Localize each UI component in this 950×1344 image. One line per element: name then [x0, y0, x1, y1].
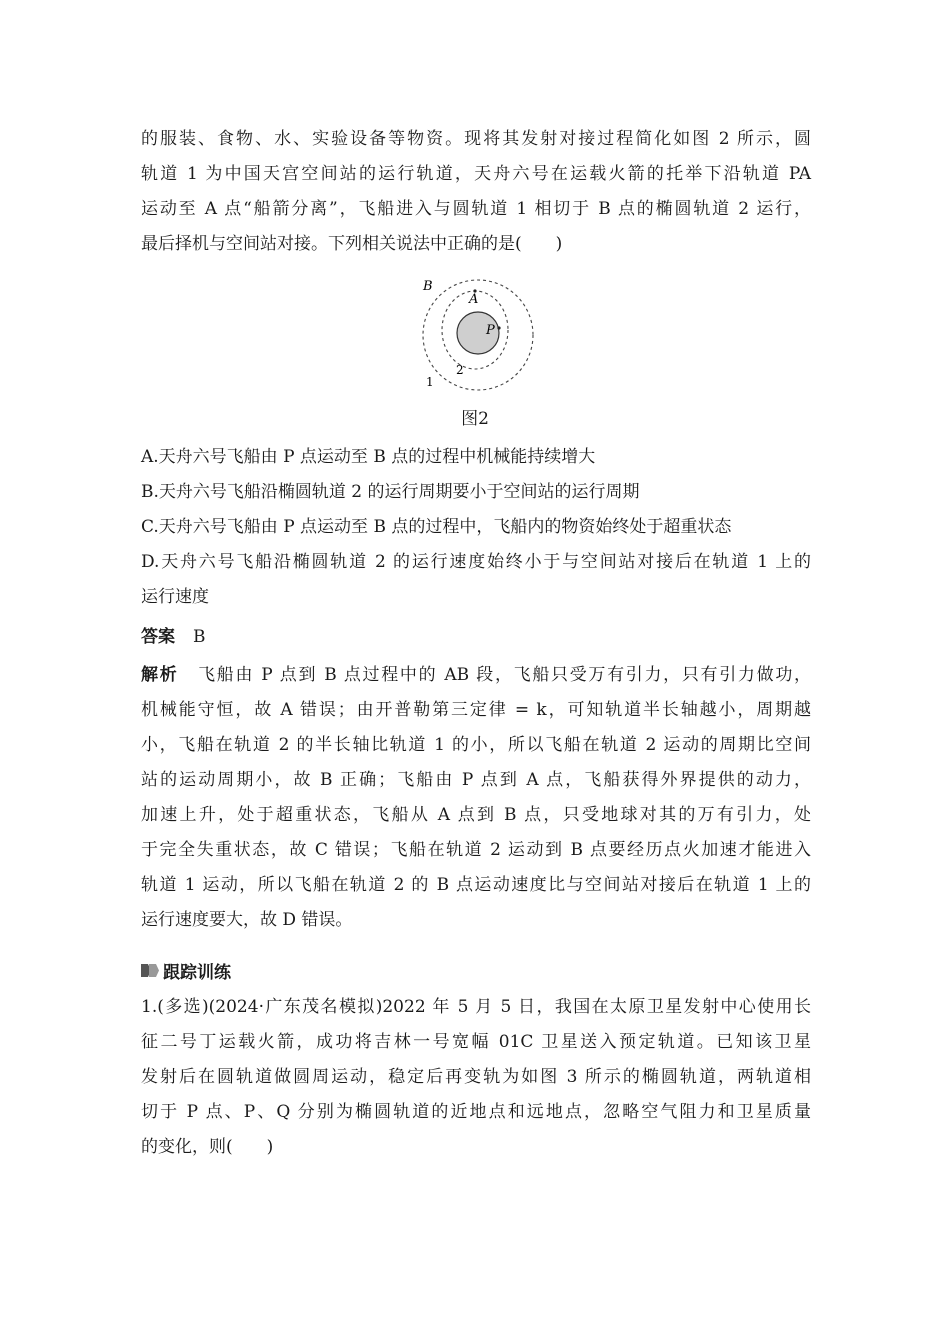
question-1-paragraph [141, 990, 811, 1165]
question-line: 的变化，则( ) [141, 1137, 274, 1157]
intro-line: 运动至 A 点“船箭分离”，飞船进入与圆轨道 1 相切于 B 点的椭圆轨道 2 运行， [141, 199, 811, 219]
section-header [141, 953, 811, 988]
orbit-figure [410, 270, 540, 400]
intro-line: 轨道 1 为中国天宫空间站的运行轨道，天舟六号在运载火箭的托举下沿轨道 PA [141, 164, 811, 184]
label-orbit-1: 1 [426, 375, 434, 389]
options-list [141, 440, 811, 615]
analysis-line: 于完全失重状态，故 C 错误；飞船在轨道 2 运动到 B 点要经历点火加速才能进入 [141, 840, 811, 860]
question-line: 发射后在圆轨道做圆周运动，稳定后再变轨为如图 3 所示的椭圆轨道，两轨道相 [141, 1067, 811, 1087]
point-p-dot [497, 326, 500, 329]
analysis-line: 站的运动周期小，故 B 正确；飞船由 P 点到 A 点，飞船获得外界提供的动力， [141, 770, 811, 790]
intro-line: 的服装、食物、水、实验设备等物资。现将其发射对接过程简化如图 2 所示，圆 [141, 129, 811, 149]
option-a: A.天舟六号飞船由 P 点运动至 B 点的过程中机械能持续增大 [141, 447, 596, 467]
section-marker-icon [141, 964, 159, 977]
figure-caption: 图2 [461, 409, 489, 429]
analysis-line: 加速上升，处于超重状态，飞船从 A 点到 B 点，只受地球对其的万有引力，处 [141, 805, 811, 825]
label-orbit-2: 2 [456, 363, 464, 377]
question-line: 1.(多选)(2024·广东茂名模拟)2022 年 5 月 5 日，我国在太原卫星发射中心使用长 [141, 997, 811, 1017]
section-title: 跟踪训练 [163, 963, 231, 983]
intro-paragraph [141, 122, 811, 262]
label-b: B [423, 279, 433, 294]
analysis-line: 运行速度要大，故 D 错误。 [141, 910, 353, 930]
analysis-line: 机械能守恒，故 A 错误；由开普勒第三定律 = k，可知轨道半长轴越小，周期越 [141, 700, 811, 720]
analysis-label: 解析 [141, 665, 179, 685]
label-a: A [469, 292, 479, 307]
question-line: 征二号丁运载火箭，成功将吉林一号宽幅 01C 卫星送入预定轨道。已知该卫星 [141, 1032, 811, 1052]
option-c: C.天舟六号飞船由 P 点运动至 B 点的过程中，飞船内的物资始终处于超重状态 [141, 517, 732, 537]
answer-value: B [193, 627, 206, 647]
analysis-first-line: 飞船由 P 点到 B 点过程中的 AB 段，飞船只受万有引力，只有引力做功， [196, 665, 812, 685]
label-p: P [486, 323, 495, 338]
option-d: D.天舟六号飞船沿椭圆轨道 2 的运行速度始终小于与空间站对接后在轨道 1 上的 [141, 552, 811, 572]
analysis-line: 轨道 1 运动，所以飞船在轨道 2 的 B 点运动速度比与空间站对接后在轨道 1 上的 [141, 875, 811, 895]
intro-line: 最后择机与空间站对接。下列相关说法中正确的是( ) [141, 234, 563, 254]
answer-line [141, 620, 811, 655]
analysis-paragraph [141, 658, 811, 938]
question-line: 切于 P 点、P、Q 分别为椭圆轨道的近地点和远地点，忽略空气阻力和卫星质量 [141, 1102, 811, 1122]
analysis-line: 小，飞船在轨道 2 的半长轴比轨道 1 的小，所以飞船在轨道 2 运动的周期比空间 [141, 735, 811, 755]
option-b: B.天舟六号飞船沿椭圆轨道 2 的运行周期要小于空间站的运行周期 [141, 482, 640, 502]
option-d-continued: 运行速度 [141, 587, 209, 607]
answer-label: 答案 [141, 627, 175, 647]
